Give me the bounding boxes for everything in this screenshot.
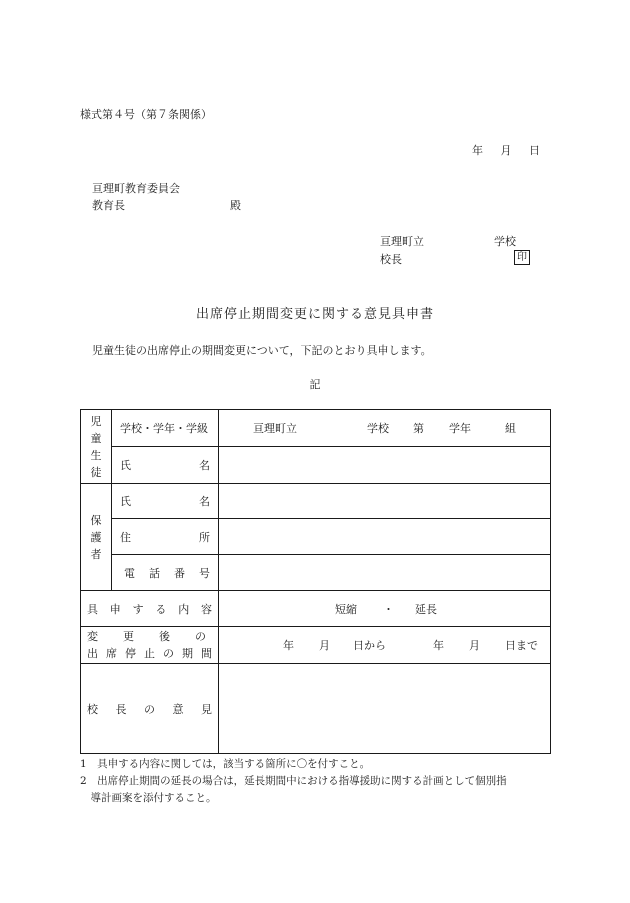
note-2: 2 出席停止期間の延長の場合は，延長期間中における指導援助に関する計画として個別指 xyxy=(80,775,507,787)
guardian-name-field[interactable] xyxy=(219,484,551,519)
seal-box: 印 xyxy=(514,250,530,265)
intro-text: 児童生徒の出席停止の期間変更について，下記のとおり具申します。 xyxy=(92,344,432,357)
request-options-field[interactable]: 短縮 ・ 延長 xyxy=(219,591,551,627)
school-grade-class-field[interactable]: 亘理町立 学校 第 学年 組 xyxy=(219,410,551,447)
principal-opinion-label: 校 長 の 意 見 xyxy=(81,664,219,754)
sender-school-suffix: 学校 xyxy=(494,235,516,248)
recipient-title: 教育長 xyxy=(92,199,125,212)
recipient-line xyxy=(92,197,241,213)
sender-school-prefix: 亘理町立 xyxy=(380,235,424,248)
period-label: 変 更 後 の 出 席 停 止 の 期 間 xyxy=(81,627,219,664)
document-title: 出席停止期間変更に関する意見具申書 xyxy=(195,307,434,322)
guardian-name-label: 氏 名 xyxy=(112,484,219,519)
option-shorten[interactable]: 短縮 xyxy=(335,602,357,616)
sender-school xyxy=(380,233,516,249)
sender-principal xyxy=(380,251,527,267)
guardian-phone-field[interactable] xyxy=(219,555,551,591)
option-extend[interactable]: 延長 xyxy=(415,602,437,616)
guardian-phone-label: 電 話 番 号 xyxy=(112,555,219,591)
form-number: 様式第４号（第７条関係） xyxy=(80,108,212,121)
date-line: 年 月 日 xyxy=(472,144,540,157)
request-label: 具 申 す る 内 容 xyxy=(81,591,219,627)
student-name-field[interactable] xyxy=(219,447,551,484)
guardian-label: 保 護 者 xyxy=(81,484,112,591)
note-1: 1 具申する内容に関しては，該当する箇所に〇を付すこと。 xyxy=(80,758,371,770)
sender-title: 校長 xyxy=(380,253,402,266)
principal-opinion-field[interactable] xyxy=(219,664,551,754)
student-name-label: 氏 名 xyxy=(112,447,219,484)
application-table xyxy=(80,409,551,754)
ki-mark: 記 xyxy=(309,378,321,391)
guardian-address-label: 住 所 xyxy=(112,519,219,555)
school-grade-class-label: 学校・学年・学級 xyxy=(112,410,219,447)
period-field[interactable]: 年 月 日から 年 月 日まで xyxy=(219,627,551,664)
notes xyxy=(80,756,507,807)
honorific: 殿 xyxy=(230,199,241,212)
recipient-org: 亘理町教育委員会 xyxy=(92,182,180,195)
note-2-cont: 導計画案を添付すること。 xyxy=(80,792,217,804)
student-label: 児 童 生 徒 xyxy=(81,410,112,484)
guardian-address-field[interactable] xyxy=(219,519,551,555)
